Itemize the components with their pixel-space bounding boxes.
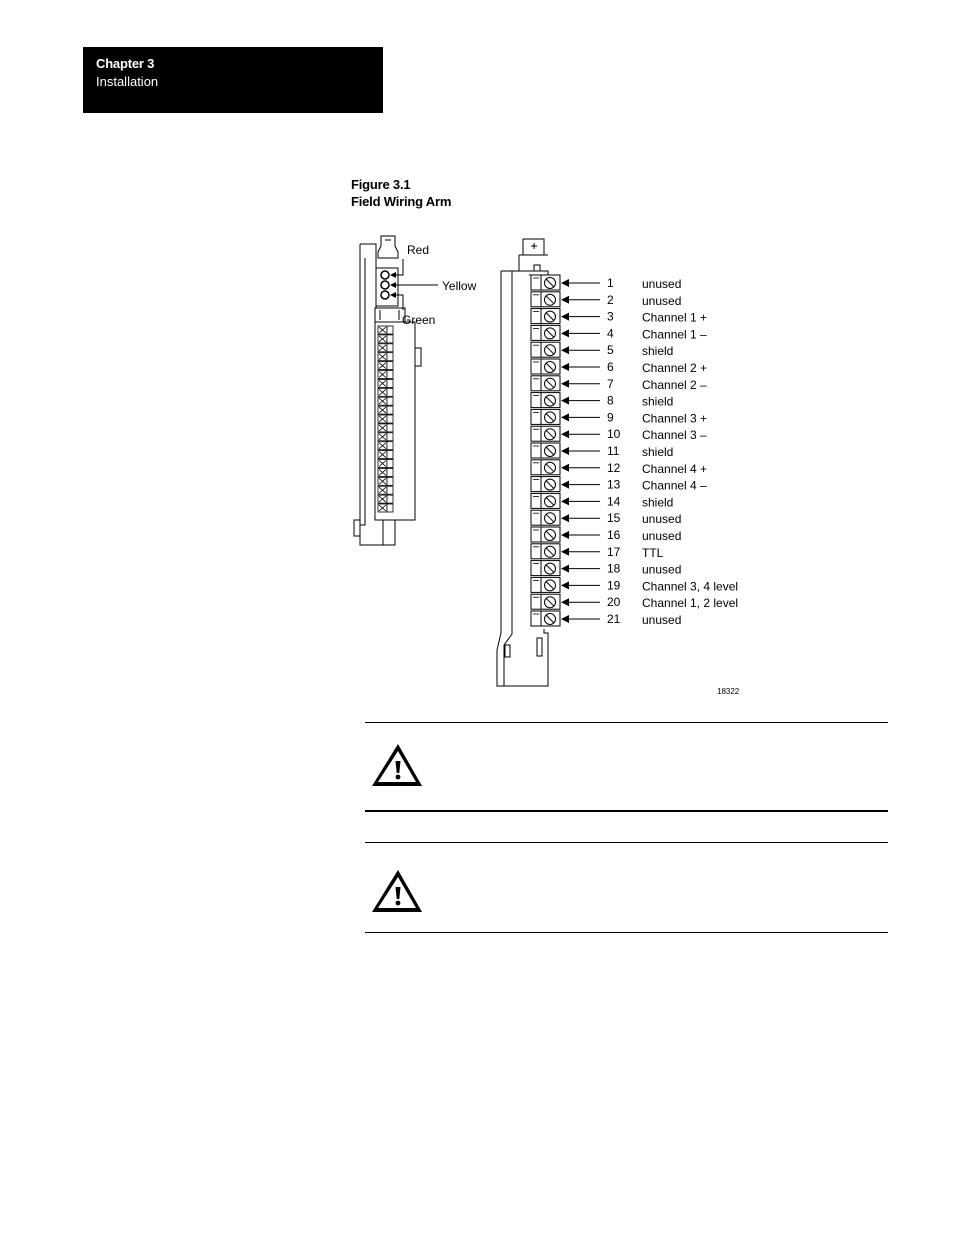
figure-title: Field Wiring Arm (351, 194, 452, 209)
terminal-number: 13 (607, 477, 621, 492)
terminal-label: Channel 3 – (642, 428, 707, 443)
terminal-arrow (561, 296, 600, 304)
terminal-number: 21 (607, 612, 621, 626)
terminal-label: shield (642, 445, 674, 459)
figure-number: Figure 3.1 (351, 177, 411, 192)
terminal-arrow (561, 514, 600, 522)
terminal-number: 6 (607, 360, 614, 374)
terminal-block (531, 426, 560, 441)
green-led-icon (381, 291, 389, 299)
status-leds (381, 271, 389, 299)
terminal-number: 17 (607, 544, 621, 559)
terminal-label: Channel 2 + (642, 361, 708, 375)
terminal-block (531, 544, 560, 559)
terminal-label: Channel 4 + (642, 461, 708, 476)
terminal-arrow (561, 380, 600, 388)
warning-top-rule (365, 722, 888, 723)
terminal-block (531, 325, 560, 340)
terminal-arrow (561, 430, 600, 438)
terminal-arrow (561, 548, 600, 556)
terminal-block (531, 393, 560, 408)
red-led-icon (381, 271, 389, 279)
warning-bottom-rule (365, 810, 888, 812)
terminal-arrow (561, 531, 600, 539)
terminal-arrow (561, 447, 600, 455)
terminal-label: shield (642, 344, 674, 359)
terminal-block (531, 510, 560, 525)
side-terminal (378, 495, 393, 503)
terminal-block (531, 561, 560, 576)
terminal-number: 10 (607, 427, 621, 442)
side-terminal (378, 344, 393, 352)
warning-bottom-rule (365, 932, 888, 933)
terminal-label: unused (642, 293, 682, 308)
warning-triangle-icon (365, 740, 425, 790)
terminal-label: unused (642, 613, 682, 627)
led-leader-lines (392, 259, 438, 310)
terminal-label: TTL (642, 545, 664, 560)
terminal-block (531, 594, 560, 609)
side-terminal (378, 468, 393, 476)
terminal-arrow (561, 464, 600, 472)
led-arrowheads (390, 272, 396, 298)
terminal-number: 14 (607, 494, 621, 509)
terminal-arrow (561, 363, 600, 371)
terminal-label: Channel 3, 4 level (642, 579, 739, 594)
terminal-block (531, 611, 560, 626)
terminal-label: Channel 4 – (642, 478, 707, 493)
side-terminal (378, 460, 393, 468)
terminal-number: 12 (607, 460, 621, 475)
terminal-number: 4 (607, 326, 614, 341)
terminal-arrow (561, 581, 600, 589)
side-terminal (378, 379, 393, 387)
side-terminal (378, 326, 393, 334)
terminal-number: 8 (607, 393, 614, 408)
terminal-arrow (561, 413, 600, 421)
side-terminal (378, 486, 393, 494)
terminal-arrow (561, 313, 600, 321)
terminal-label: shield (642, 495, 674, 510)
terminal-number: 9 (607, 410, 614, 425)
terminal-number: 1 (607, 276, 614, 290)
side-terminal (378, 424, 393, 432)
led-label-yellow: Yellow (442, 279, 477, 293)
warning-triangle-icon (365, 866, 425, 916)
terminal-number: 15 (607, 511, 621, 526)
side-terminal (378, 415, 393, 423)
chapter-section: Installation (96, 74, 159, 89)
terminal-label: Channel 3 + (642, 411, 708, 426)
terminal-block (531, 409, 560, 424)
terminal-arrow (561, 397, 600, 405)
terminal-block (531, 460, 560, 475)
side-terminal (378, 442, 393, 450)
terminal-label: Channel 1 + (642, 310, 708, 325)
terminal-label: unused (642, 277, 682, 291)
terminal-number: 7 (607, 376, 614, 391)
terminal-block (531, 477, 560, 492)
terminal-arrow (561, 615, 600, 623)
warning-top-rule (365, 842, 888, 843)
terminal-block (531, 275, 560, 290)
terminal-block (531, 443, 560, 458)
terminal-number: 20 (607, 595, 621, 610)
terminal-label: unused (642, 512, 682, 527)
side-terminal (378, 335, 393, 343)
side-terminal (378, 406, 393, 414)
terminal-block (531, 493, 560, 508)
yellow-led-icon (381, 281, 389, 289)
terminal-label: Channel 2 – (642, 377, 707, 392)
terminal-block (531, 577, 560, 592)
side-terminal (378, 353, 393, 361)
terminal-number: 18 (607, 561, 621, 576)
terminal-number: 19 (607, 578, 621, 593)
terminal-arrow (561, 497, 600, 505)
side-terminal (378, 451, 393, 459)
terminal-number: 16 (607, 528, 621, 542)
terminal-arrow (561, 329, 600, 337)
terminal-arrow (561, 481, 600, 489)
warning-box-1 (365, 722, 888, 814)
led-label-red: Red (407, 243, 430, 257)
side-terminal (378, 477, 393, 485)
warning-box-2 (365, 842, 888, 934)
terminal-arrow (561, 279, 600, 287)
terminal-arrow (561, 346, 600, 354)
side-view-terminal-strip (378, 326, 393, 512)
terminal-number: 3 (607, 309, 614, 324)
terminal-label: unused (642, 562, 682, 577)
side-terminal (378, 504, 393, 512)
terminal-block (531, 309, 560, 324)
terminal-label: Channel 1, 2 level (642, 596, 739, 611)
terminal-label: Channel 1 – (642, 327, 707, 342)
terminal-label: unused (642, 529, 682, 543)
side-terminal (378, 362, 393, 370)
terminal-number: 11 (607, 444, 620, 458)
terminal-block (531, 292, 560, 307)
side-terminal (378, 371, 393, 379)
terminal-arrow (561, 598, 600, 606)
side-terminal (378, 388, 393, 396)
chapter-title: Chapter 3 (96, 56, 155, 71)
terminal-block (531, 359, 560, 374)
side-terminal (378, 397, 393, 405)
figure-id: 18322 (717, 687, 740, 696)
terminal-block (531, 527, 560, 542)
terminal-strip (531, 275, 560, 626)
terminal-arrow (561, 565, 600, 573)
terminal-block (531, 376, 560, 391)
led-label-green: Green (402, 313, 436, 327)
terminal-number: 2 (607, 292, 614, 307)
terminal-labels (561, 276, 738, 627)
terminal-label: shield (642, 394, 674, 409)
terminal-block (531, 342, 560, 357)
side-terminal (378, 433, 393, 441)
terminal-number: 5 (607, 343, 614, 358)
